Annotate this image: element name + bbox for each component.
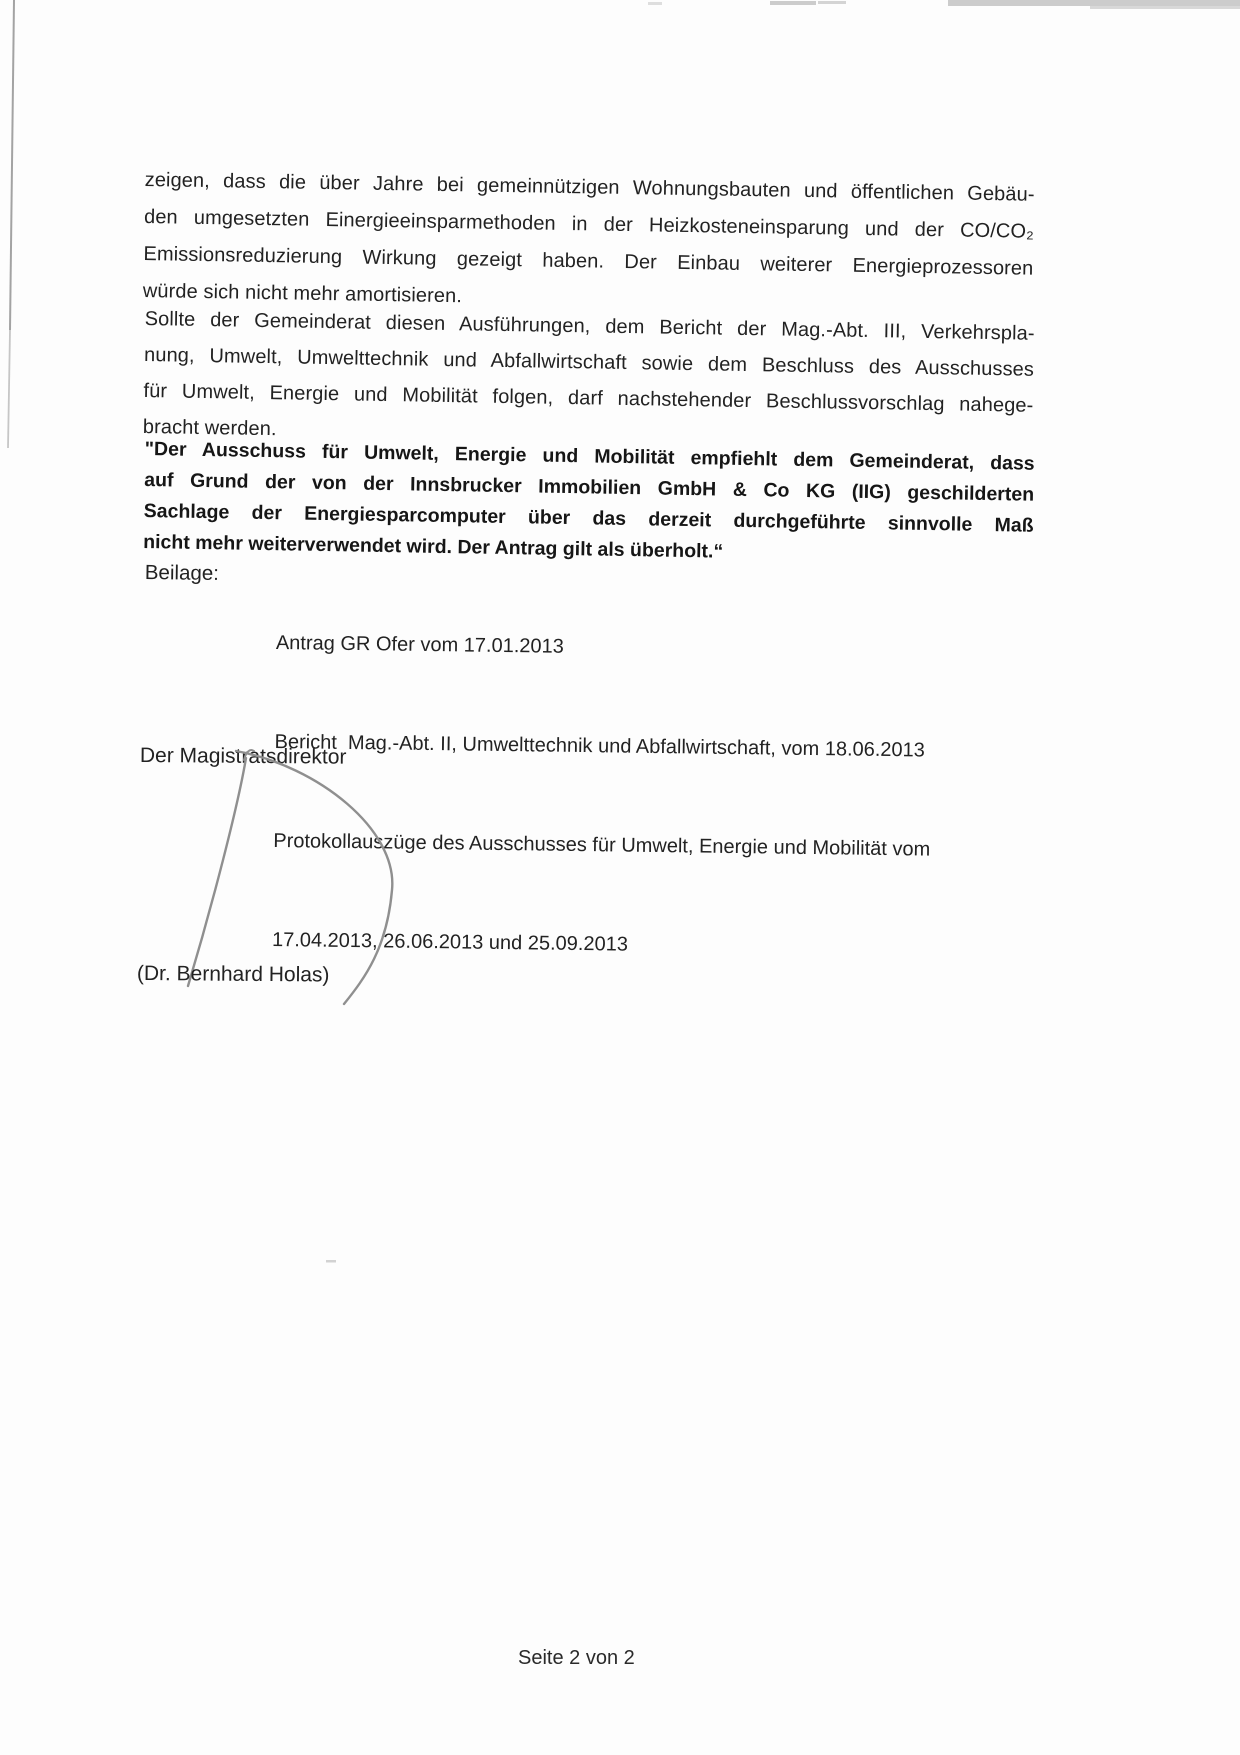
paragraph-resolution <box>143 434 1035 573</box>
paragraph-line: auf Grund der von der Innsbrucker Immobilien GmbH & Co KG (IIG) geschilderten <box>144 468 1035 506</box>
paragraph-line: Sollte der Gemeinderat diesen Ausführungen, dem Bericht der Mag.-Abt. III, Verkehrspla- <box>144 307 1035 345</box>
attachment-item: Bericht Mag.-Abt. II, Umwelttechnik und Abfallwirtschaft, vom 18.06.2013 <box>274 730 926 762</box>
attachments-label: Beilage: <box>144 561 220 585</box>
paragraph-line: nung, Umwelt, Umwelttechnik und Abfallwirtschaft sowie dem Beschluss des Ausschusses <box>143 343 1035 381</box>
scan-edge-line <box>10 0 14 330</box>
paragraph-line: für Umwelt, Energie und Mobilität folgen, darf nachstehender Beschlussvorschlag nahege- <box>143 379 1034 417</box>
signature-stroke <box>188 758 246 986</box>
scan-smudge <box>1090 6 1240 9</box>
paragraph-line: Emissionsreduzierung Wirkung gezeigt haben. Der Einbau weiterer Energieprozessoren <box>143 242 1034 280</box>
signature-name: (Dr. Bernhard Holas) <box>136 962 330 987</box>
paragraph-line: den umgesetzten Einergieeinsparmethoden in der Heizkosteneinsparung und der CO/CO₂ <box>143 205 1035 243</box>
scan-smudge <box>648 2 662 5</box>
page-number-footer: Seite 2 von 2 <box>518 1647 635 1669</box>
scan-smudge <box>770 1 816 5</box>
attachment-item: Protokollauszüge des Ausschusses für Umwelt, Energie und Mobilität vom <box>273 829 931 861</box>
paragraph-line: Sachlage der Energiesparcomputer über das derzeit durchgeführte sinnvolle Maß <box>143 499 1034 537</box>
scan-edge-line-fade <box>8 330 10 448</box>
scan-smudge <box>818 1 846 4</box>
paragraph-line: nicht mehr weiterverwendet wird. Der Antrag gilt als überholt.“ <box>143 530 724 563</box>
paragraph-line: "Der Ausschuss für Umwelt, Energie und Mobilität empfiehlt dem Gemeinderat, dass <box>144 437 1035 475</box>
paragraph-intro <box>143 162 1035 325</box>
attachment-item: Antrag GR Ofer vom 17.01.2013 <box>275 631 564 658</box>
scan-speck <box>326 1260 336 1263</box>
paragraph-line: bracht werden. <box>142 415 277 441</box>
signature-title: Der Magistratsdirektor <box>139 744 347 769</box>
paragraph-line: zeigen, dass die über Jahre bei gemeinnützigen Wohnungsbauten und öffentlichen Gebäu- <box>144 168 1035 206</box>
attachment-item: 17.04.2013, 26.06.2013 und 25.09.2013 <box>271 928 629 956</box>
scan-smudge-streak <box>948 0 1240 6</box>
paragraph-line: würde sich nicht mehr amortisieren. <box>142 279 463 308</box>
